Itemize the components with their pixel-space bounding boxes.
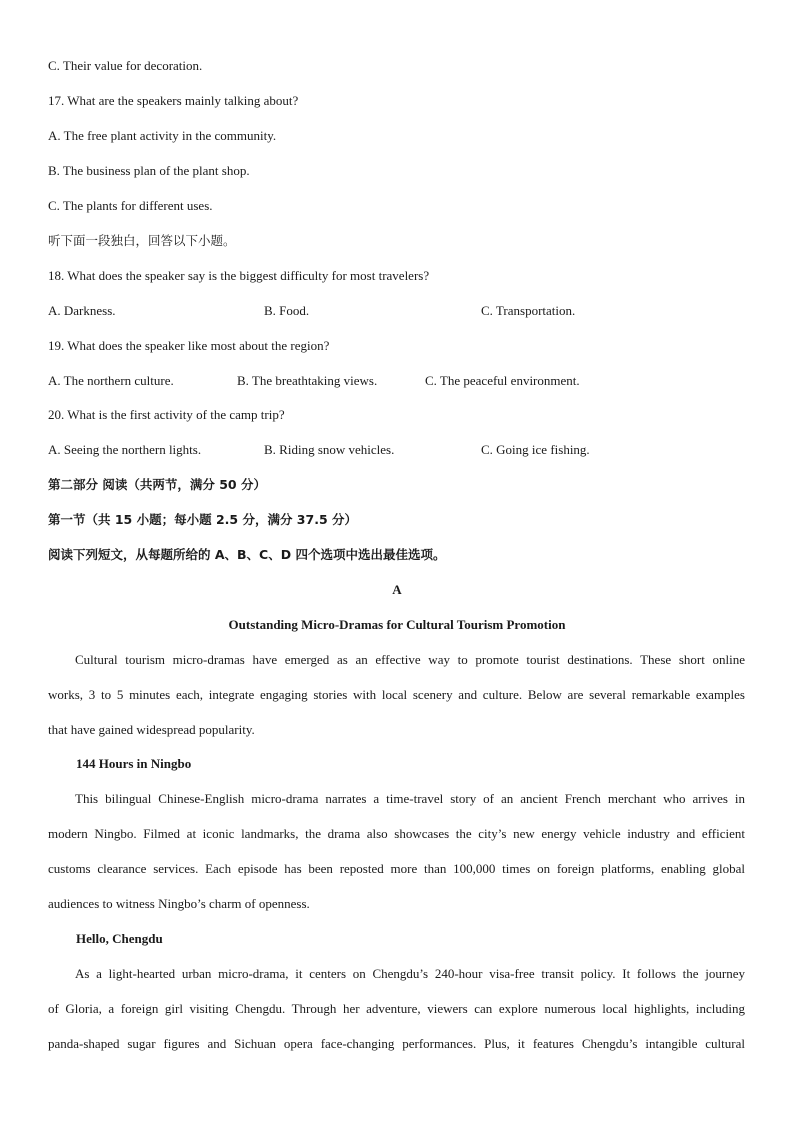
intro-line-2: works, 3 to 5 minutes each, integrate engaging stories with local scenery and culture. Below are several remarkable examples (48, 687, 745, 702)
ningbo-heading: 144 Hours in Ningbo (76, 756, 192, 771)
q19-option-c: C. The peaceful environment. (425, 373, 580, 388)
ningbo-line-4: audiences to witness Ningbo’s charm of openness. (48, 896, 310, 911)
q19-option-b: B. The breathtaking views. (237, 373, 378, 388)
ningbo-line-3: customs clearance services. Each episode has been reposted more than 100,000 times on foreign platforms, enabling global (48, 861, 745, 876)
q20-question: 20. What is the first activity of the camp trip? (48, 407, 285, 422)
reading-part-title: 第二部分 阅读（共两节，满分 50 分） (48, 477, 266, 492)
passage-letter: A (392, 582, 402, 597)
reading-instruction: 阅读下列短文，从每题所给的 A、B、C、D 四个选项中选出最佳选项。 (48, 547, 446, 562)
q17-option-a: A. The free plant activity in the community. (48, 128, 277, 143)
q19-question: 19. What does the speaker like most about the region? (48, 338, 330, 353)
chengdu-line-1: As a light-hearted urban micro-drama, it centers on Chengdu’s 240-hour visa-free transit policy. It follows the journey (75, 966, 745, 981)
intro-line-1: Cultural tourism micro-dramas have emerged as an effective way to promote tourist destinations. These short online (75, 652, 745, 667)
q18-option-a: A. Darkness. (48, 303, 116, 318)
q18-question: 18. What does the speaker say is the biggest difficulty for most travelers? (48, 268, 430, 283)
reading-section-title: 第一节（共 15 小题；每小题 2.5 分，满分 37.5 分） (48, 512, 357, 527)
monologue-instruction: 听下面一段独白，回答以下小题。 (48, 233, 236, 248)
q19-option-a: A. The northern culture. (48, 373, 174, 388)
passage-title: Outstanding Micro-Dramas for Cultural Tourism Promotion (228, 617, 566, 632)
q17-option-c: C. The plants for different uses. (48, 198, 213, 213)
q17-question: 17. What are the speakers mainly talking about? (48, 93, 299, 108)
q18-option-b: B. Food. (264, 303, 310, 318)
chengdu-line-3: panda-shaped sugar figures and Sichuan opera face-changing performances. Plus, it features Chengdu’s intangible cultural (48, 1036, 745, 1051)
q20-option-c: C. Going ice fishing. (481, 442, 590, 457)
q20-option-b: B. Riding snow vehicles. (264, 442, 395, 457)
ningbo-line-1: This bilingual Chinese-English micro-drama narrates a time-travel story of an ancient French merchant who arrives in (75, 791, 745, 806)
chengdu-heading: Hello, Chengdu (76, 931, 163, 946)
q17-option-b: B. The business plan of the plant shop. (48, 163, 250, 178)
q20-option-a: A. Seeing the northern lights. (48, 442, 202, 457)
ningbo-line-2: modern Ningbo. Filmed at iconic landmarks, the drama also showcases the city’s new energy vehicle industry and efficient (48, 826, 745, 841)
q16-option-c: C. Their value for decoration. (48, 58, 203, 73)
q18-option-c: C. Transportation. (481, 303, 576, 318)
intro-line-3: that have gained widespread popularity. (48, 722, 255, 737)
chengdu-line-2: of Gloria, a foreign girl visiting Chengdu. Through her adventure, viewers can explore numerous local highlights, including (48, 1001, 745, 1016)
